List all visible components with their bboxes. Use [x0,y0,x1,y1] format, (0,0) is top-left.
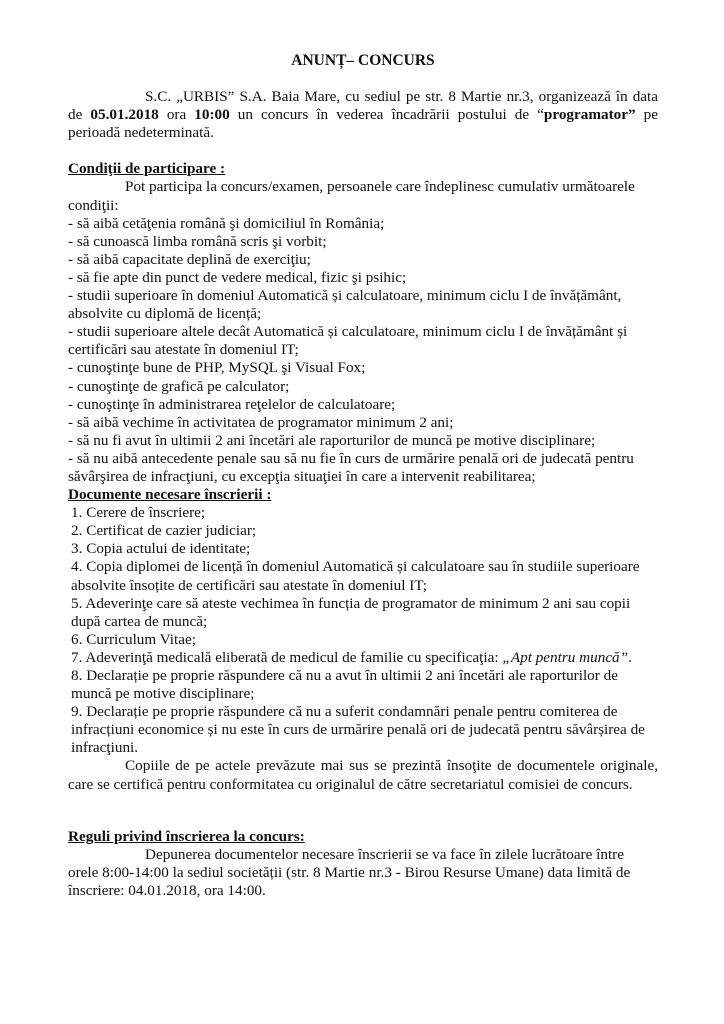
position-name: programator” [543,106,636,124]
condition-item: - să aibă capacitate deplină de exerciţiu; [68,250,311,268]
condition-item: - să nu fi avut în ultimii 2 ani încetări ale raporturilor de muncă pe motive disciplinare; [68,431,596,449]
condition-item: - cunoştinţe de grafică pe calculator; [68,377,290,395]
document-item [68,649,658,667]
spacer [68,142,658,160]
document-item: 8. Declarație pe proprie răspundere că nu a avut în ultimii 2 ani încetări ale raporturilor de muncă pe motive disciplinare; [71,667,618,703]
documents-heading: Documente necesare înscrierii : [68,486,272,504]
conditions-intro: Pot participa la concurs/examen, persoanele care îndeplinesc cumulativ următoarele condiţii: [68,178,635,214]
spacer [68,794,658,828]
condition-item: - studii superioare în domeniul Automatică și calculatoare, minimum ciclu I de învățământ, absolvite cu diplomă de licență; [68,287,622,323]
condition-item: - să nu aibă antecedente penale sau să nu fie în curs de urmărire penală ori de judecată pentru săvârşirea de infracţiuni, cu excepţia situaţiei în care a intervenit reabilitarea; [68,449,634,485]
intro-text: ora [158,106,195,124]
document-item: 6. Curriculum Vitae; [71,630,196,648]
document-item: 2. Certificat de cazier judiciar; [71,522,257,540]
intro-text: pe perioadă nedeterminată. [68,106,658,142]
condition-item: - să aibă cetăţenia română şi domiciliul în România; [68,214,385,232]
document-item-text: 7. Adeverinţă medicală eliberată de medicul de familie cu specificaţia: [71,648,503,666]
condition-item: - să cunoască limba română scris şi vorbit; [68,232,327,250]
condition-item: - studii superioare altele decât Automatică și calculatoare, minimum ciclu I de învățământ și certificări sau atestate în domeniul IT; [68,323,628,359]
condition-item: - cunoştinţe în administrarea reţelelor de calculatoare; [68,395,396,413]
document-item: 3. Copia actului de identitate; [71,540,251,558]
page-title: ANUNȚ– CONCURS [291,52,435,69]
document-item: 5. Adeverinţe care să ateste vechimea în funcția de programator de minimum 2 ani sau copii după cartea de muncă; [71,594,631,630]
contest-time: 10:00 [194,106,230,124]
document-item: 4. Copia diplomei de licență în domeniul Automatică și calculatoare sau în studiile superioare absolvite însoțite de certificări sau atestate în domeniul IT; [71,558,640,594]
document-item: 9. Declarație pe proprie răspundere că nu a suferit condamnări penale pentru comiterea de infracțiuni economice și nu este în curs de urmărire penală ori de judecată pentru săvârșirea de infracţiuni. [71,703,645,757]
document-item-text: . [628,648,632,666]
contest-date: 05.01.2018 [90,106,159,124]
intro-paragraph [68,88,658,142]
announcement-page [68,52,658,900]
intro-text: un concurs în vederea încadrării postului de “ [229,106,544,124]
conditions-list [68,215,658,486]
document-item: 1. Cerere de înscriere; [71,504,206,522]
condition-item: - cunoştinţe bune de PHP, MySQL şi Visual Fox; [68,359,366,377]
condition-item: - să aibă vechime în activitatea de programator minimum 2 ani; [68,413,454,431]
documents-list [68,504,658,757]
rules-text: Depunerea documentelor necesare înscrierii se va face în zilele lucrătoare între orele 8:00-14:00 la sediul societății (str. 8 Martie nr.3 - Birou Resurse Umane) data limită de înscriere: 04.01.2018, ora 14:00. [68,845,631,899]
conditions-heading: Condiţii de participare : [68,160,226,178]
rules-heading: Reguli privind înscrierea la concurs: [68,827,305,845]
documents-note: Copiile de pe actele prevăzute mai sus se prezintă însoţite de documentele originale, care se certifică pentru conformitatea cu originalul de către secretariatul comisiei de concurs. [68,757,658,793]
condition-item: - să fie apte din punct de vedere medical, fizic şi psihic; [68,268,407,286]
medical-spec-quote: „Apt pentru muncă” [502,648,629,666]
intro-text: S.C. „URBIS” S.A. Baia Mare, cu sediul pe str. 8 Martie nr.3, organizează în data de [68,88,658,124]
